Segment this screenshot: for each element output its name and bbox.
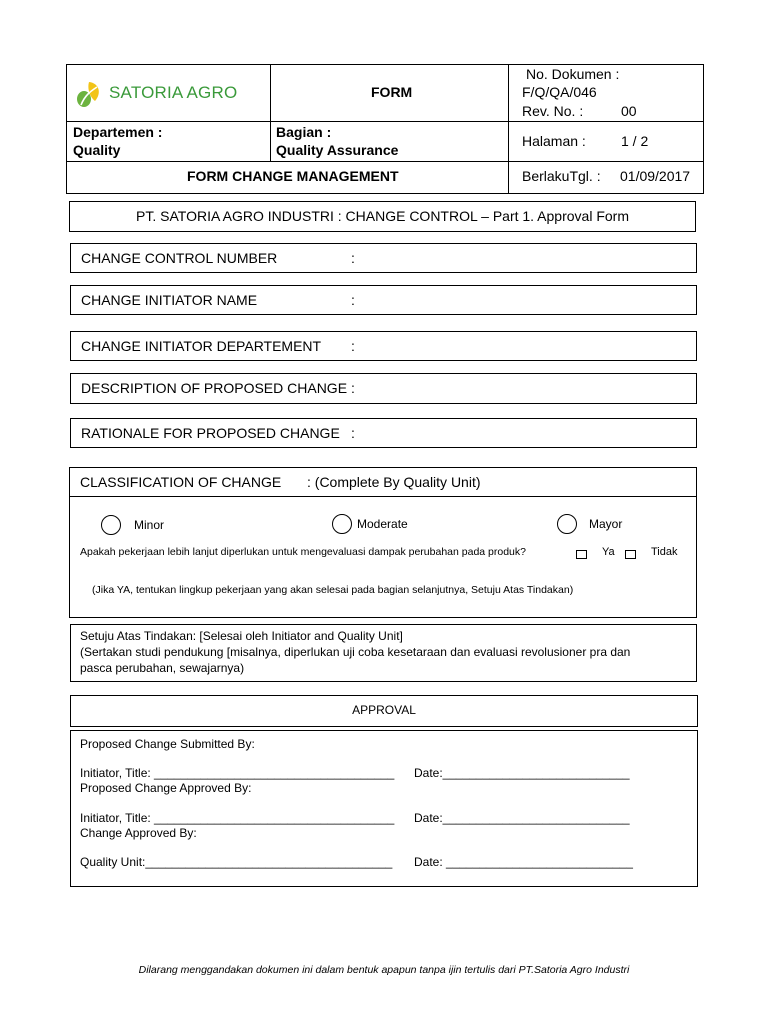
field-colon: : xyxy=(351,425,355,441)
description-of-proposed-change-field[interactable] xyxy=(70,373,697,404)
date-line-1[interactable]: Date:____________________________ xyxy=(414,766,630,780)
mayor-label: Mayor xyxy=(589,517,623,531)
form-section-title-text: PT. SATORIA AGRO INDUSTRI : CHANGE CONTROL – Part 1. Approval Form xyxy=(136,208,629,224)
rationale-for-proposed-change-field[interactable] xyxy=(70,418,697,448)
field-colon: : xyxy=(351,380,355,396)
field-label: CHANGE CONTROL NUMBER xyxy=(81,250,278,266)
effective-date-value: 01/09/2017 xyxy=(620,168,691,184)
action-line-2: (Sertakan studi pendukung [misalnya, diperlukan uji coba kesetaraan dan evaluasi revolusioner pra dan xyxy=(80,645,631,659)
action-line-1: Setuju Atas Tindakan: [Selesai oleh Initiator and Quality Unit] xyxy=(80,629,403,643)
footer-notice: Dilarang menggandakan dokumen ini dalam bentuk apapun tanpa ijin tertulis dari PT.Satoria Agro Industri xyxy=(138,964,630,976)
moderate-label: Moderate xyxy=(357,517,408,531)
field-colon: : xyxy=(351,338,355,354)
classification-section xyxy=(69,467,697,618)
date-line-3[interactable]: Date: ____________________________ xyxy=(414,855,633,869)
rev-value: 00 xyxy=(621,103,637,119)
no-checkbox[interactable] xyxy=(625,550,636,559)
form-label: FORM xyxy=(371,84,413,100)
leaf-logo-icon xyxy=(75,79,103,109)
approval-signatures xyxy=(70,730,698,887)
initiator-title-line-2[interactable]: Initiator, Title: ____________________________________ xyxy=(80,811,395,825)
field-label: RATIONALE FOR PROPOSED CHANGE xyxy=(81,425,340,441)
department-value: Quality xyxy=(73,142,121,158)
page-value: 1 / 2 xyxy=(621,133,649,149)
field-label: CHANGE INITIATOR DEPARTEMENT xyxy=(81,338,322,354)
further-work-hint: (Jika YA, tentukan lingkup pekerjaan yang akan selesai pada bagian selanjutnya, Setuju Atas Tindakan) xyxy=(92,584,574,596)
further-work-question: Apakah pekerjaan lebih lanjut diperlukan untuk mengevaluasi dampak perubahan pada produk? xyxy=(80,546,526,558)
date-line-2[interactable]: Date:____________________________ xyxy=(414,811,630,825)
change-initiator-department-field[interactable] xyxy=(70,331,697,361)
initiator-title-line-1[interactable]: Initiator, Title: ____________________________________ xyxy=(80,766,395,780)
department-label: Departemen : xyxy=(73,124,163,140)
yes-label: Ya xyxy=(602,546,615,558)
field-colon: : xyxy=(351,292,355,308)
classification-label: CLASSIFICATION OF CHANGE xyxy=(80,474,282,490)
field-label: CHANGE INITIATOR NAME xyxy=(81,292,258,308)
effective-date-label: BerlakuTgl. : xyxy=(522,168,601,184)
minor-label: Minor xyxy=(134,518,165,532)
action-line-3: pasca perubahan, sewajarnya) xyxy=(80,661,245,675)
yes-checkbox[interactable] xyxy=(576,550,587,559)
rev-label: Rev. No. : xyxy=(522,103,584,119)
page-label: Halaman : xyxy=(522,133,586,149)
logo-text: SATORIA AGRO xyxy=(109,83,238,102)
doc-number-label: No. Dokumen : xyxy=(526,66,620,82)
quality-unit-line[interactable]: Quality Unit:_____________________________________ xyxy=(80,855,393,869)
section-label: Bagian : xyxy=(276,124,332,140)
change-approved-by-label: Change Approved By: xyxy=(80,826,197,840)
form-title: FORM CHANGE MANAGEMENT xyxy=(187,168,399,184)
mayor-radio[interactable] xyxy=(557,514,577,534)
change-control-number-field[interactable] xyxy=(70,243,697,273)
document-header-table xyxy=(66,64,704,194)
field-colon: : xyxy=(351,250,355,266)
approval-heading: APPROVAL xyxy=(352,703,416,717)
minor-radio[interactable] xyxy=(101,515,121,535)
doc-number-value: F/Q/QA/046 xyxy=(522,84,597,100)
submitted-by-label: Proposed Change Submitted By: xyxy=(80,737,255,751)
change-initiator-name-field[interactable] xyxy=(70,285,697,315)
no-label: Tidak xyxy=(651,546,678,558)
moderate-radio[interactable] xyxy=(332,514,352,534)
company-logo xyxy=(75,79,265,111)
section-value: Quality Assurance xyxy=(276,142,399,158)
field-label: DESCRIPTION OF PROPOSED CHANGE xyxy=(81,380,348,396)
approval-heading-box xyxy=(70,695,698,727)
classification-note: : (Complete By Quality Unit) xyxy=(307,474,481,490)
action-agreement-section xyxy=(70,624,697,682)
form-section-title xyxy=(69,201,696,232)
approved-by-label: Proposed Change Approved By: xyxy=(80,781,252,795)
